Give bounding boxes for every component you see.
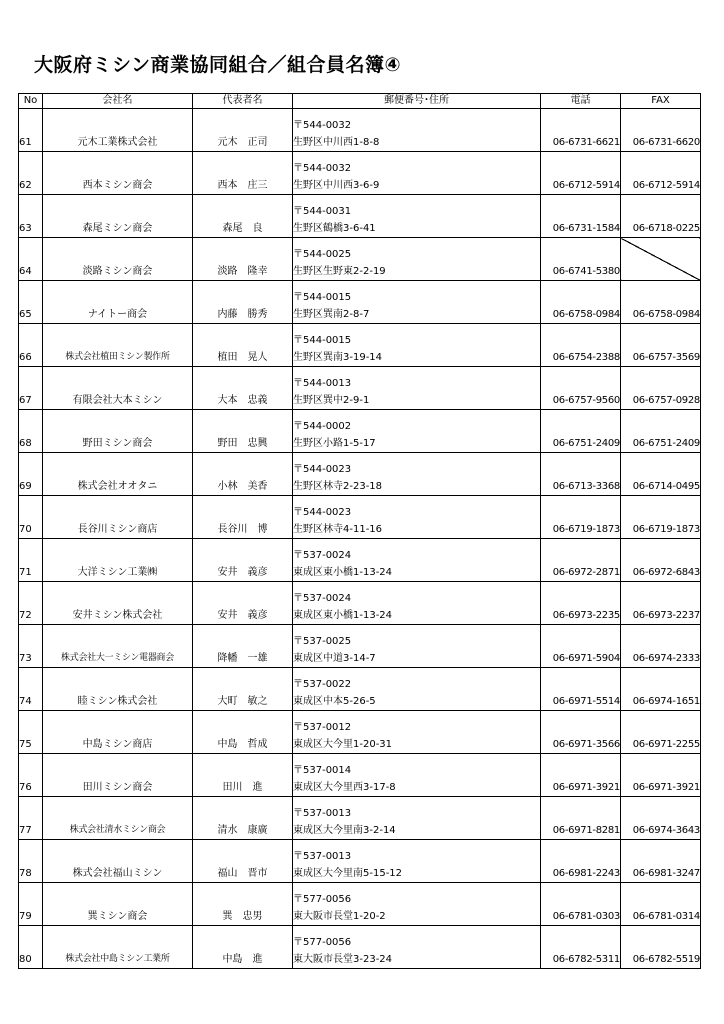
- postal-address: [293, 668, 541, 711]
- table-row: [19, 754, 701, 797]
- row-number: 77: [19, 797, 43, 840]
- row-number: 74: [19, 668, 43, 711]
- postal-code: 〒537-0022: [293, 679, 352, 690]
- column-header-representative: 代表者名: [193, 94, 293, 109]
- table-row: [19, 152, 701, 195]
- table-row: [19, 711, 701, 754]
- company-name: ナイトー商会: [43, 281, 193, 324]
- row-number: 71: [19, 539, 43, 582]
- postal-address: [293, 840, 541, 883]
- row-number: 72: [19, 582, 43, 625]
- fax-number: 06-6782-5519: [621, 926, 701, 969]
- postal-address: [293, 410, 541, 453]
- representative-name: 森尾 良: [193, 195, 293, 238]
- phone-number: 06-6971-3921: [541, 754, 621, 797]
- row-number: 78: [19, 840, 43, 883]
- company-name: 株式会社福山ミシン: [43, 840, 193, 883]
- street-address: 生野区巽南2-8-7: [293, 309, 370, 320]
- postal-code: 〒537-0024: [293, 550, 352, 561]
- company-name: 森尾ミシン商会: [43, 195, 193, 238]
- fax-number: 06-6971-2255: [621, 711, 701, 754]
- table-row: [19, 453, 701, 496]
- company-name: 睦ミシン株式会社: [43, 668, 193, 711]
- postal-code: 〒537-0024: [293, 593, 352, 604]
- table-row: [19, 539, 701, 582]
- phone-number: 06-6971-8281: [541, 797, 621, 840]
- fax-number: 06-6972-6843: [621, 539, 701, 582]
- fax-number: 06-6974-2333: [621, 625, 701, 668]
- street-address: 生野区小路1-5-17: [293, 438, 376, 449]
- row-number: 73: [19, 625, 43, 668]
- table-row: [19, 797, 701, 840]
- representative-name: 植田 晃人: [193, 324, 293, 367]
- postal-address: [293, 109, 541, 152]
- phone-number: 06-6971-5904: [541, 625, 621, 668]
- postal-code: 〒577-0056: [293, 937, 352, 948]
- street-address: 東成区大今里南5-15-12: [293, 868, 403, 879]
- street-address: 東成区東小橋1-13-24: [293, 610, 393, 621]
- street-address: 生野区中川西3-6-9: [293, 180, 380, 191]
- street-address: 東成区東小橋1-13-24: [293, 567, 393, 578]
- street-address: 生野区鶴橋3-6-41: [293, 223, 376, 234]
- postal-address: [293, 797, 541, 840]
- row-number: 61: [19, 109, 43, 152]
- fax-number: 06-6973-2237: [621, 582, 701, 625]
- representative-name: 田川 進: [193, 754, 293, 797]
- fax-number: 06-6974-3643: [621, 797, 701, 840]
- street-address: 東成区大今里西3-17-8: [293, 782, 396, 793]
- row-number: 64: [19, 238, 43, 281]
- representative-name: 巽 忠男: [193, 883, 293, 926]
- representative-name: 小林 美香: [193, 453, 293, 496]
- row-number: 67: [19, 367, 43, 410]
- phone-number: 06-6971-5514: [541, 668, 621, 711]
- representative-name: 淡路 隆幸: [193, 238, 293, 281]
- postal-address: [293, 152, 541, 195]
- company-name: 西本ミシン商会: [43, 152, 193, 195]
- table-row: [19, 625, 701, 668]
- column-header-tel: 電話: [541, 94, 621, 109]
- phone-number: 06-6757-9560: [541, 367, 621, 410]
- company-name: 安井ミシン株式会社: [43, 582, 193, 625]
- street-address: 東成区大今里南3-2-14: [293, 825, 396, 836]
- postal-address: [293, 496, 541, 539]
- phone-number: 06-6712-5914: [541, 152, 621, 195]
- phone-number: 06-6781-0303: [541, 883, 621, 926]
- postal-address: [293, 324, 541, 367]
- fax-number: 06-6981-3247: [621, 840, 701, 883]
- postal-address: [293, 453, 541, 496]
- company-name: 有限会社大本ミシン: [43, 367, 193, 410]
- street-address: 東成区中道3-14-7: [293, 653, 376, 664]
- table-row: [19, 410, 701, 453]
- postal-address: [293, 195, 541, 238]
- table-row: [19, 883, 701, 926]
- street-address: 東大阪市長堂1-20-2: [293, 911, 386, 922]
- postal-address: [293, 625, 541, 668]
- phone-number: 06-6971-3566: [541, 711, 621, 754]
- company-name: 大洋ミシン工業㈱: [43, 539, 193, 582]
- row-number: 75: [19, 711, 43, 754]
- fax-number-empty: [621, 238, 701, 281]
- row-number: 80: [19, 926, 43, 969]
- page-title: 大阪府ミシン商業協同組合／組合員名簿④: [34, 54, 402, 76]
- street-address: 東成区大今里1-20-31: [293, 739, 393, 750]
- phone-number: 06-6782-5311: [541, 926, 621, 969]
- phone-number: 06-6972-2871: [541, 539, 621, 582]
- postal-code: 〒544-0025: [293, 249, 352, 260]
- phone-number: 06-6754-2388: [541, 324, 621, 367]
- table-row: [19, 109, 701, 152]
- row-number: 62: [19, 152, 43, 195]
- column-header-no: No: [19, 94, 43, 109]
- representative-name: 内藤 勝秀: [193, 281, 293, 324]
- postal-code: 〒544-0032: [293, 120, 352, 131]
- row-number: 79: [19, 883, 43, 926]
- company-name: 野田ミシン商会: [43, 410, 193, 453]
- table-row: [19, 367, 701, 410]
- company-name: 長谷川ミシン商店: [43, 496, 193, 539]
- row-number: 65: [19, 281, 43, 324]
- representative-name: 元木 正司: [193, 109, 293, 152]
- postal-code: 〒537-0012: [293, 722, 352, 733]
- member-roster-table: [18, 93, 701, 969]
- column-header-company: 会社名: [43, 94, 193, 109]
- postal-code: 〒544-0023: [293, 507, 352, 518]
- company-name: 株式会社植田ミシン製作所: [43, 324, 193, 367]
- phone-number: 06-6758-0984: [541, 281, 621, 324]
- street-address: 東成区中本5-26-5: [293, 696, 376, 707]
- phone-number: 06-6751-2409: [541, 410, 621, 453]
- postal-code: 〒544-0015: [293, 292, 352, 303]
- postal-code: 〒544-0023: [293, 464, 352, 475]
- postal-code: 〒544-0002: [293, 421, 352, 432]
- company-name: 株式会社清水ミシン商会: [43, 797, 193, 840]
- phone-number: 06-6719-1873: [541, 496, 621, 539]
- row-number: 76: [19, 754, 43, 797]
- fax-number: 06-6714-0495: [621, 453, 701, 496]
- postal-code: 〒577-0056: [293, 894, 352, 905]
- table-header-row: [19, 94, 701, 109]
- postal-address: [293, 238, 541, 281]
- postal-address: [293, 883, 541, 926]
- postal-address: [293, 539, 541, 582]
- postal-code: 〒544-0015: [293, 335, 352, 346]
- row-number: 70: [19, 496, 43, 539]
- company-name: 株式会社中島ミシン工業所: [43, 926, 193, 969]
- fax-number: 06-6781-0314: [621, 883, 701, 926]
- row-number: 69: [19, 453, 43, 496]
- table-row: [19, 195, 701, 238]
- fax-number: 06-6751-2409: [621, 410, 701, 453]
- company-name: 株式会社オオタニ: [43, 453, 193, 496]
- postal-code: 〒537-0025: [293, 636, 352, 647]
- street-address: 生野区中川西1-8-8: [293, 137, 380, 148]
- postal-code: 〒537-0013: [293, 808, 352, 819]
- representative-name: 大本 忠義: [193, 367, 293, 410]
- table-row: [19, 324, 701, 367]
- postal-code: 〒544-0013: [293, 378, 352, 389]
- company-name: 淡路ミシン商会: [43, 238, 193, 281]
- representative-name: 安井 義彦: [193, 582, 293, 625]
- table-row: [19, 281, 701, 324]
- representative-name: 福山 晋市: [193, 840, 293, 883]
- column-header-fax: FAX: [621, 94, 701, 109]
- table-row: [19, 668, 701, 711]
- table-row: [19, 926, 701, 969]
- street-address: 生野区生野東2-2-19: [293, 266, 386, 277]
- company-name: 株式会社大一ミシン電器商会: [43, 625, 193, 668]
- fax-number: 06-6712-5914: [621, 152, 701, 195]
- fax-number: 06-6757-3569: [621, 324, 701, 367]
- phone-number: 06-6713-3368: [541, 453, 621, 496]
- representative-name: 長谷川 博: [193, 496, 293, 539]
- representative-name: 清水 康廣: [193, 797, 293, 840]
- table-row: [19, 238, 701, 281]
- postal-code: 〒544-0031: [293, 206, 352, 217]
- phone-number: 06-6741-5380: [541, 238, 621, 281]
- postal-address: [293, 926, 541, 969]
- table-row: [19, 840, 701, 883]
- phone-number: 06-6731-1584: [541, 195, 621, 238]
- company-name: 巽ミシン商会: [43, 883, 193, 926]
- column-header-address: 郵便番号･住所: [293, 94, 541, 109]
- row-number: 63: [19, 195, 43, 238]
- postal-address: [293, 367, 541, 410]
- representative-name: 中島 哲成: [193, 711, 293, 754]
- phone-number: 06-6981-2243: [541, 840, 621, 883]
- company-name: 元木工業株式会社: [43, 109, 193, 152]
- street-address: 生野区巽南3-19-14: [293, 352, 383, 363]
- street-address: 東大阪市長堂3-23-24: [293, 954, 393, 965]
- table-row: [19, 582, 701, 625]
- table-body: [19, 109, 701, 969]
- representative-name: 野田 忠興: [193, 410, 293, 453]
- street-address: 生野区林寺4-11-16: [293, 524, 383, 535]
- postal-code: 〒537-0013: [293, 851, 352, 862]
- fax-number: 06-6757-0928: [621, 367, 701, 410]
- representative-name: 降幡 一雄: [193, 625, 293, 668]
- fax-number: 06-6758-0984: [621, 281, 701, 324]
- postal-code: 〒544-0032: [293, 163, 352, 174]
- table-row: [19, 496, 701, 539]
- fax-number: 06-6719-1873: [621, 496, 701, 539]
- phone-number: 06-6973-2235: [541, 582, 621, 625]
- company-name: 田川ミシン商会: [43, 754, 193, 797]
- postal-code: 〒537-0014: [293, 765, 352, 776]
- representative-name: 中島 進: [193, 926, 293, 969]
- representative-name: 大町 敏之: [193, 668, 293, 711]
- fax-number: 06-6974-1651: [621, 668, 701, 711]
- representative-name: 西本 庄三: [193, 152, 293, 195]
- street-address: 生野区林寺2-23-18: [293, 481, 383, 492]
- street-address: 生野区巽中2-9-1: [293, 395, 370, 406]
- row-number: 68: [19, 410, 43, 453]
- fax-number: 06-6718-0225: [621, 195, 701, 238]
- postal-address: [293, 281, 541, 324]
- company-name: 中島ミシン商店: [43, 711, 193, 754]
- postal-address: [293, 711, 541, 754]
- phone-number: 06-6731-6621: [541, 109, 621, 152]
- fax-number: 06-6731-6620: [621, 109, 701, 152]
- postal-address: [293, 582, 541, 625]
- row-number: 66: [19, 324, 43, 367]
- postal-address: [293, 754, 541, 797]
- fax-number: 06-6971-3921: [621, 754, 701, 797]
- representative-name: 安井 義彦: [193, 539, 293, 582]
